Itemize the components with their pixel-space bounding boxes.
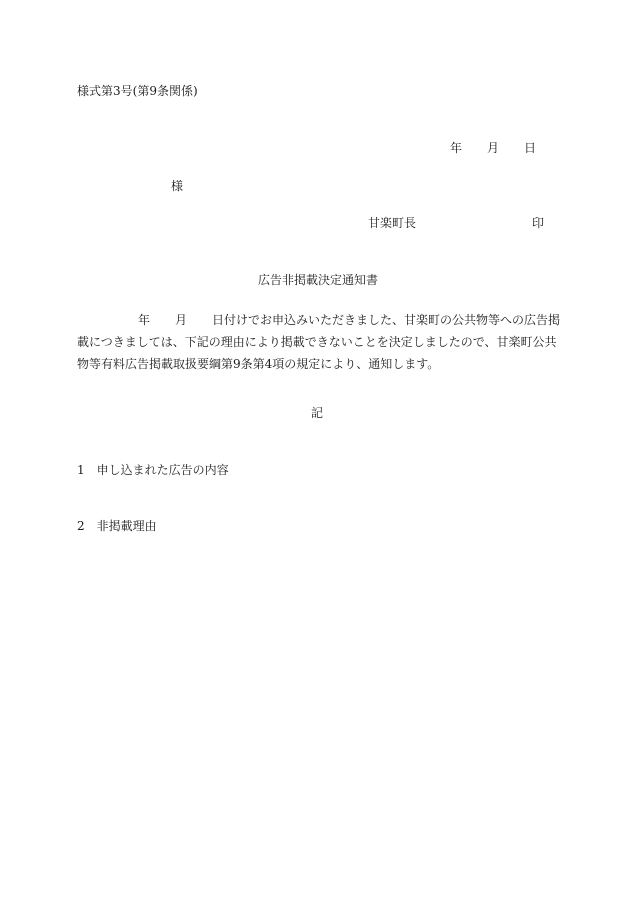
body-line-2: 載につきましては、下記の理由により掲載できないことを決定しましたので、甘楽町公共 [77, 335, 557, 349]
document-title: 広告非掲載決定通知書 [258, 273, 379, 287]
body-year: 年 [138, 313, 151, 327]
form-number: 様式第3号(第9条関係) [77, 84, 198, 98]
date-month: 月 [487, 141, 500, 155]
body-month: 月 [175, 313, 188, 327]
item-2-label: 非掲載理由 [96, 519, 157, 533]
ki-heading: 記 [311, 406, 324, 420]
body-line-1 [77, 313, 559, 335]
body-line-1-text: 日付けでお申込みいただきました、甘楽町の公共物等への広告掲 [212, 313, 561, 327]
issuer-title: 甘楽町長 [368, 216, 417, 230]
item-2-number: 2 [77, 519, 85, 533]
item-2 [77, 519, 157, 534]
item-1-number: 1 [77, 463, 85, 477]
item-1-label: 申し込まれた広告の内容 [96, 463, 229, 477]
seal-mark: 印 [532, 216, 545, 230]
body-line-3: 物等有料広告掲載取扱要綱第9条第4項の規定により、通知します。 [77, 357, 440, 371]
date-line [450, 141, 536, 156]
body-paragraph [77, 313, 559, 379]
date-day: 日 [524, 141, 537, 155]
addressee-suffix: 様 [171, 179, 184, 193]
item-1 [77, 463, 229, 478]
date-year: 年 [450, 141, 463, 155]
